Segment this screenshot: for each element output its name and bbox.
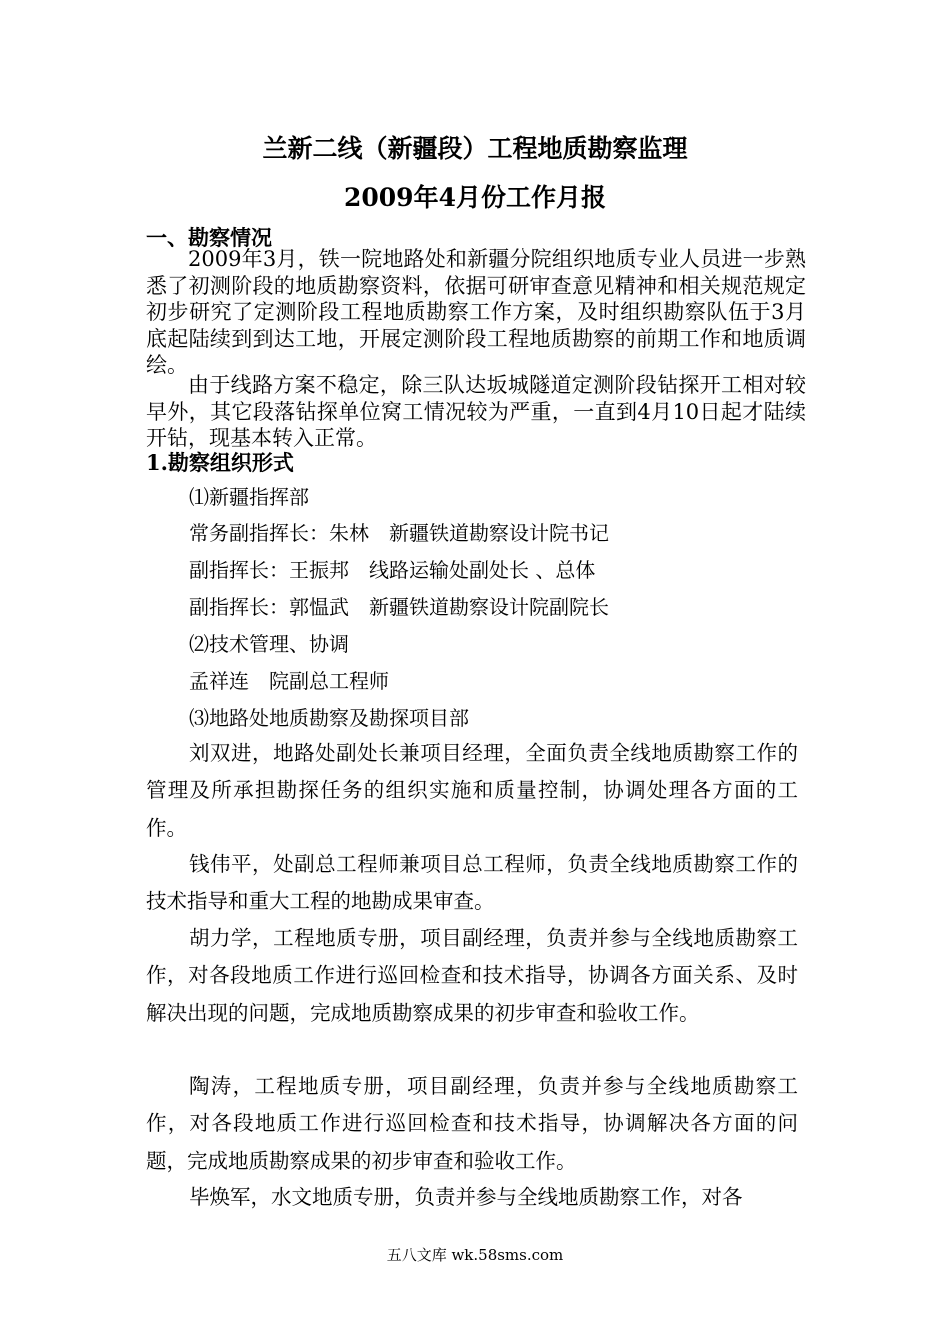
subsection-heading-organization: 1.勘察组织形式	[146, 450, 294, 475]
staff-paragraph: 毕焕军，水文地质专册，负责并参与全线地质勘察工作，对各	[189, 1185, 743, 1209]
section-heading-survey: 一、勘察情况	[146, 225, 272, 250]
staff-paragraph: 陶涛，工程地质专册，项目副经理，负责并参与全线地质勘察工作，对各段地质工作进行巡回检查和技术指导，协调解决各方面的问题，完成地质勘察成果的初步审查和验收工作。	[146, 1074, 798, 1173]
org-line: ⑵技术管理、协调	[189, 632, 349, 656]
paragraph: 2009年3月，铁一院地路处和新疆分院组织地质专业人员进一步熟悉了初测阶段的地质勘察资料，依据可研审查意见精神和相关规范规定初步研究了定测阶段工程地质勘察工作方案，及时组织勘察队伍于3月底起陆续到到达工地，开展定测阶段工程地质勘察的前期工作和地质调绘。	[146, 247, 806, 377]
org-line: 副指挥长：郭愠武 新疆铁道勘察设计院副院长	[189, 595, 609, 619]
staff-paragraph: 刘双进，地路处副处长兼项目经理，全面负责全线地质勘察工作的管理及所承担勘探任务的组织实施和质量控制，协调处理各方面的工作。	[146, 741, 798, 840]
org-line: ⑶地路处地质勘察及勘探项目部	[189, 706, 469, 730]
org-line: 常务副指挥长：朱林 新疆铁道勘察设计院书记	[189, 521, 609, 545]
staff-paragraph: 胡力学，工程地质专册，项目副经理，负责并参与全线地质勘察工作，对各段地质工作进行巡回检查和技术指导，协调各方面关系、及时解决出现的问题，完成地质勘察成果的初步审查和验收工作。	[146, 926, 798, 1025]
org-line: 副指挥长：王振邦 线路运输处副处长 、总体	[189, 558, 596, 582]
document-subtitle: 2009年4月份工作月报	[344, 183, 606, 212]
footer-watermark: 五八文库 wk.58sms.com	[386, 1246, 564, 1264]
org-line: ⑴新疆指挥部	[189, 485, 309, 509]
document-title: 兰新二线（新疆段）工程地质勘察监理	[262, 134, 688, 163]
staff-paragraph: 钱伟平，处副总工程师兼项目总工程师，负责全线地质勘察工作的技术指导和重大工程的地勘成果审查。	[146, 852, 798, 914]
paragraph: 由于线路方案不稳定，除三队达坂城隧道定测阶段钻探开工相对较早外，其它段落钻探单位窝工情况较为严重，一直到4月10日起才陆续开钻，现基本转入正常。	[146, 373, 806, 450]
org-line: 孟祥连 院副总工程师	[189, 669, 389, 693]
